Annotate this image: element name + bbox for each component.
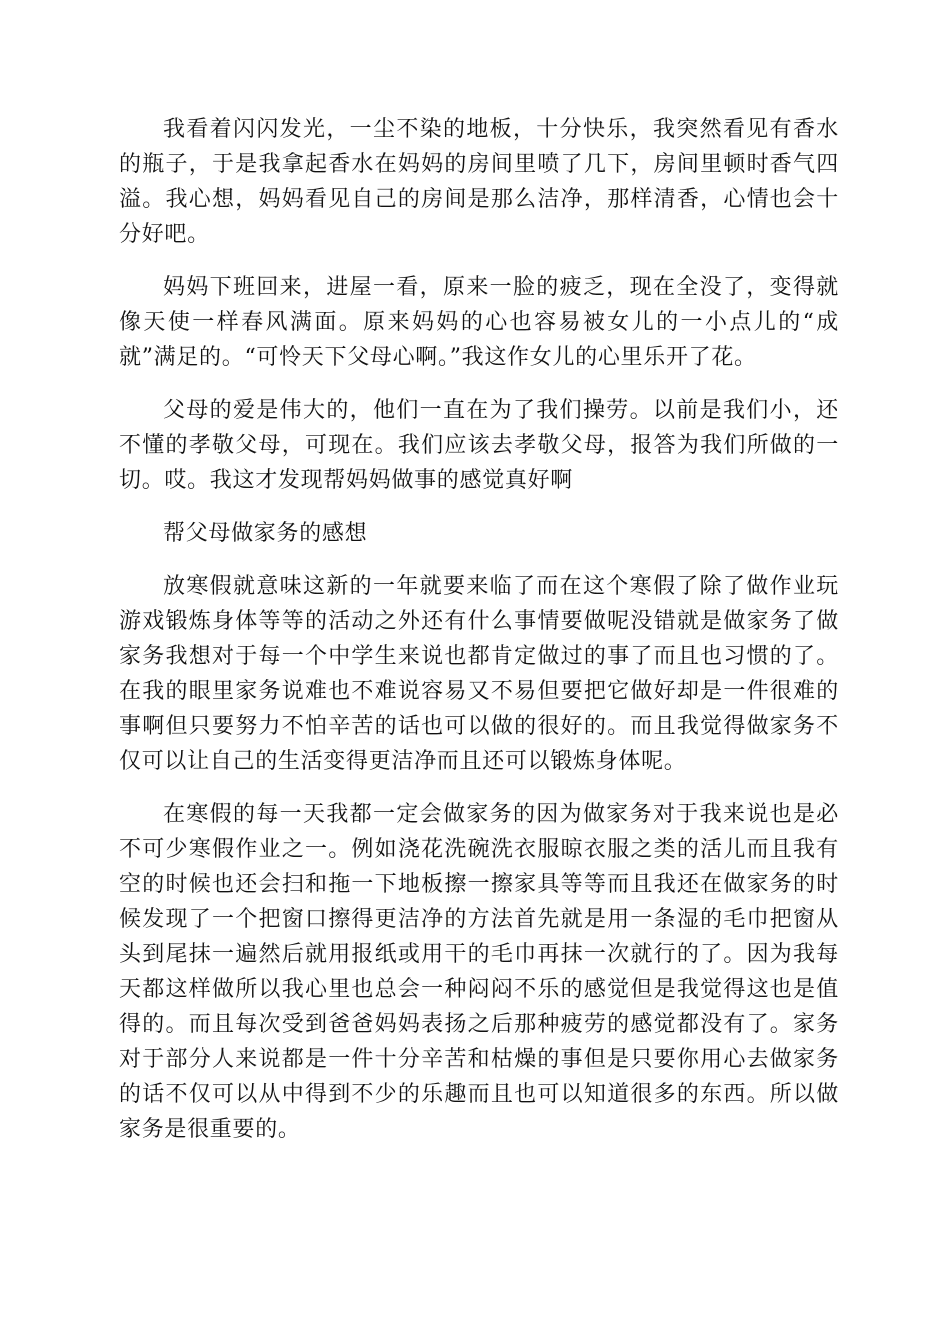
paragraph-winter-break: 放寒假就意味这新的一年就要来临了而在这个寒假了除了做作业玩游戏锻炼身体等等的活动之外还有什么事情要做呢没错就是做家务了做家务我想对于每一个中学生来说也都肯定做过的事了而且也习惯的了。在我的眼里家务说难也不难说容易又不易但要把它做好却是一件很难的事啊但只要努力不怕辛苦的话也可以做的很好的。而且我觉得做家务不仅可以让自己的生活变得更洁净而且还可以锻炼身体呢。 <box>119 574 839 774</box>
paragraph-cleaning-floor: 我看着闪闪发光，一尘不染的地板，十分快乐，我突然看见有香水的瓶子，于是我拿起香水在妈妈的房间里喷了几下，房间里顿时香气四溢。我心想，妈妈看见自己的房间是那么洁净，那样清香，心情也会十分好吧。 <box>119 117 839 247</box>
document-page <box>119 112 839 1165</box>
paragraph-daily-chores: 在寒假的每一天我都一定会做家务的因为做家务对于我来说也是必不可少寒假作业之一。例如浇花洗碗洗衣服晾衣服之类的活儿而且我有空的时候也还会扫和拖一下地板擦一擦家具等等而且我还在做家务的时候发现了一个把窗口擦得更洁净的方法首先就是用一条湿的毛巾把窗从头到尾抹一遍然后就用报纸或用干的毛巾再抹一次就行的了。因为我每天都这样做所以我心里也总会一种闷闷不乐的感觉但是我觉得这也是值得的。而且每次受到爸爸妈妈表扬之后那种疲劳的感觉都没有了。家务对于部分人来说都是一件十分辛苦和枯燥的事但是只要你用心去做家务的话不仅可以从中得到不少的乐趣而且也可以知道很多的东西。所以做家务是很重要的。 <box>119 802 839 1142</box>
paragraph-parents-love: 父母的爱是伟大的，他们一直在为了我们操劳。以前是我们小，还不懂的孝敬父母，可现在。我们应该去孝敬父母，报答为我们所做的一切。哎。我这才发现帮妈妈做事的感觉真好啊 <box>119 398 839 493</box>
section-heading: 帮父母做家务的感想 <box>163 521 368 546</box>
paragraph-mother-returns: 妈妈下班回来，进屋一看，原来一脸的疲乏，现在全没了，变得就像天使一样春风满面。原来妈妈的心也容易被女儿的一小点儿的“成就”满足的。“可怜天下父母心啊。”我这作女儿的心里乐开了花。 <box>119 275 839 370</box>
